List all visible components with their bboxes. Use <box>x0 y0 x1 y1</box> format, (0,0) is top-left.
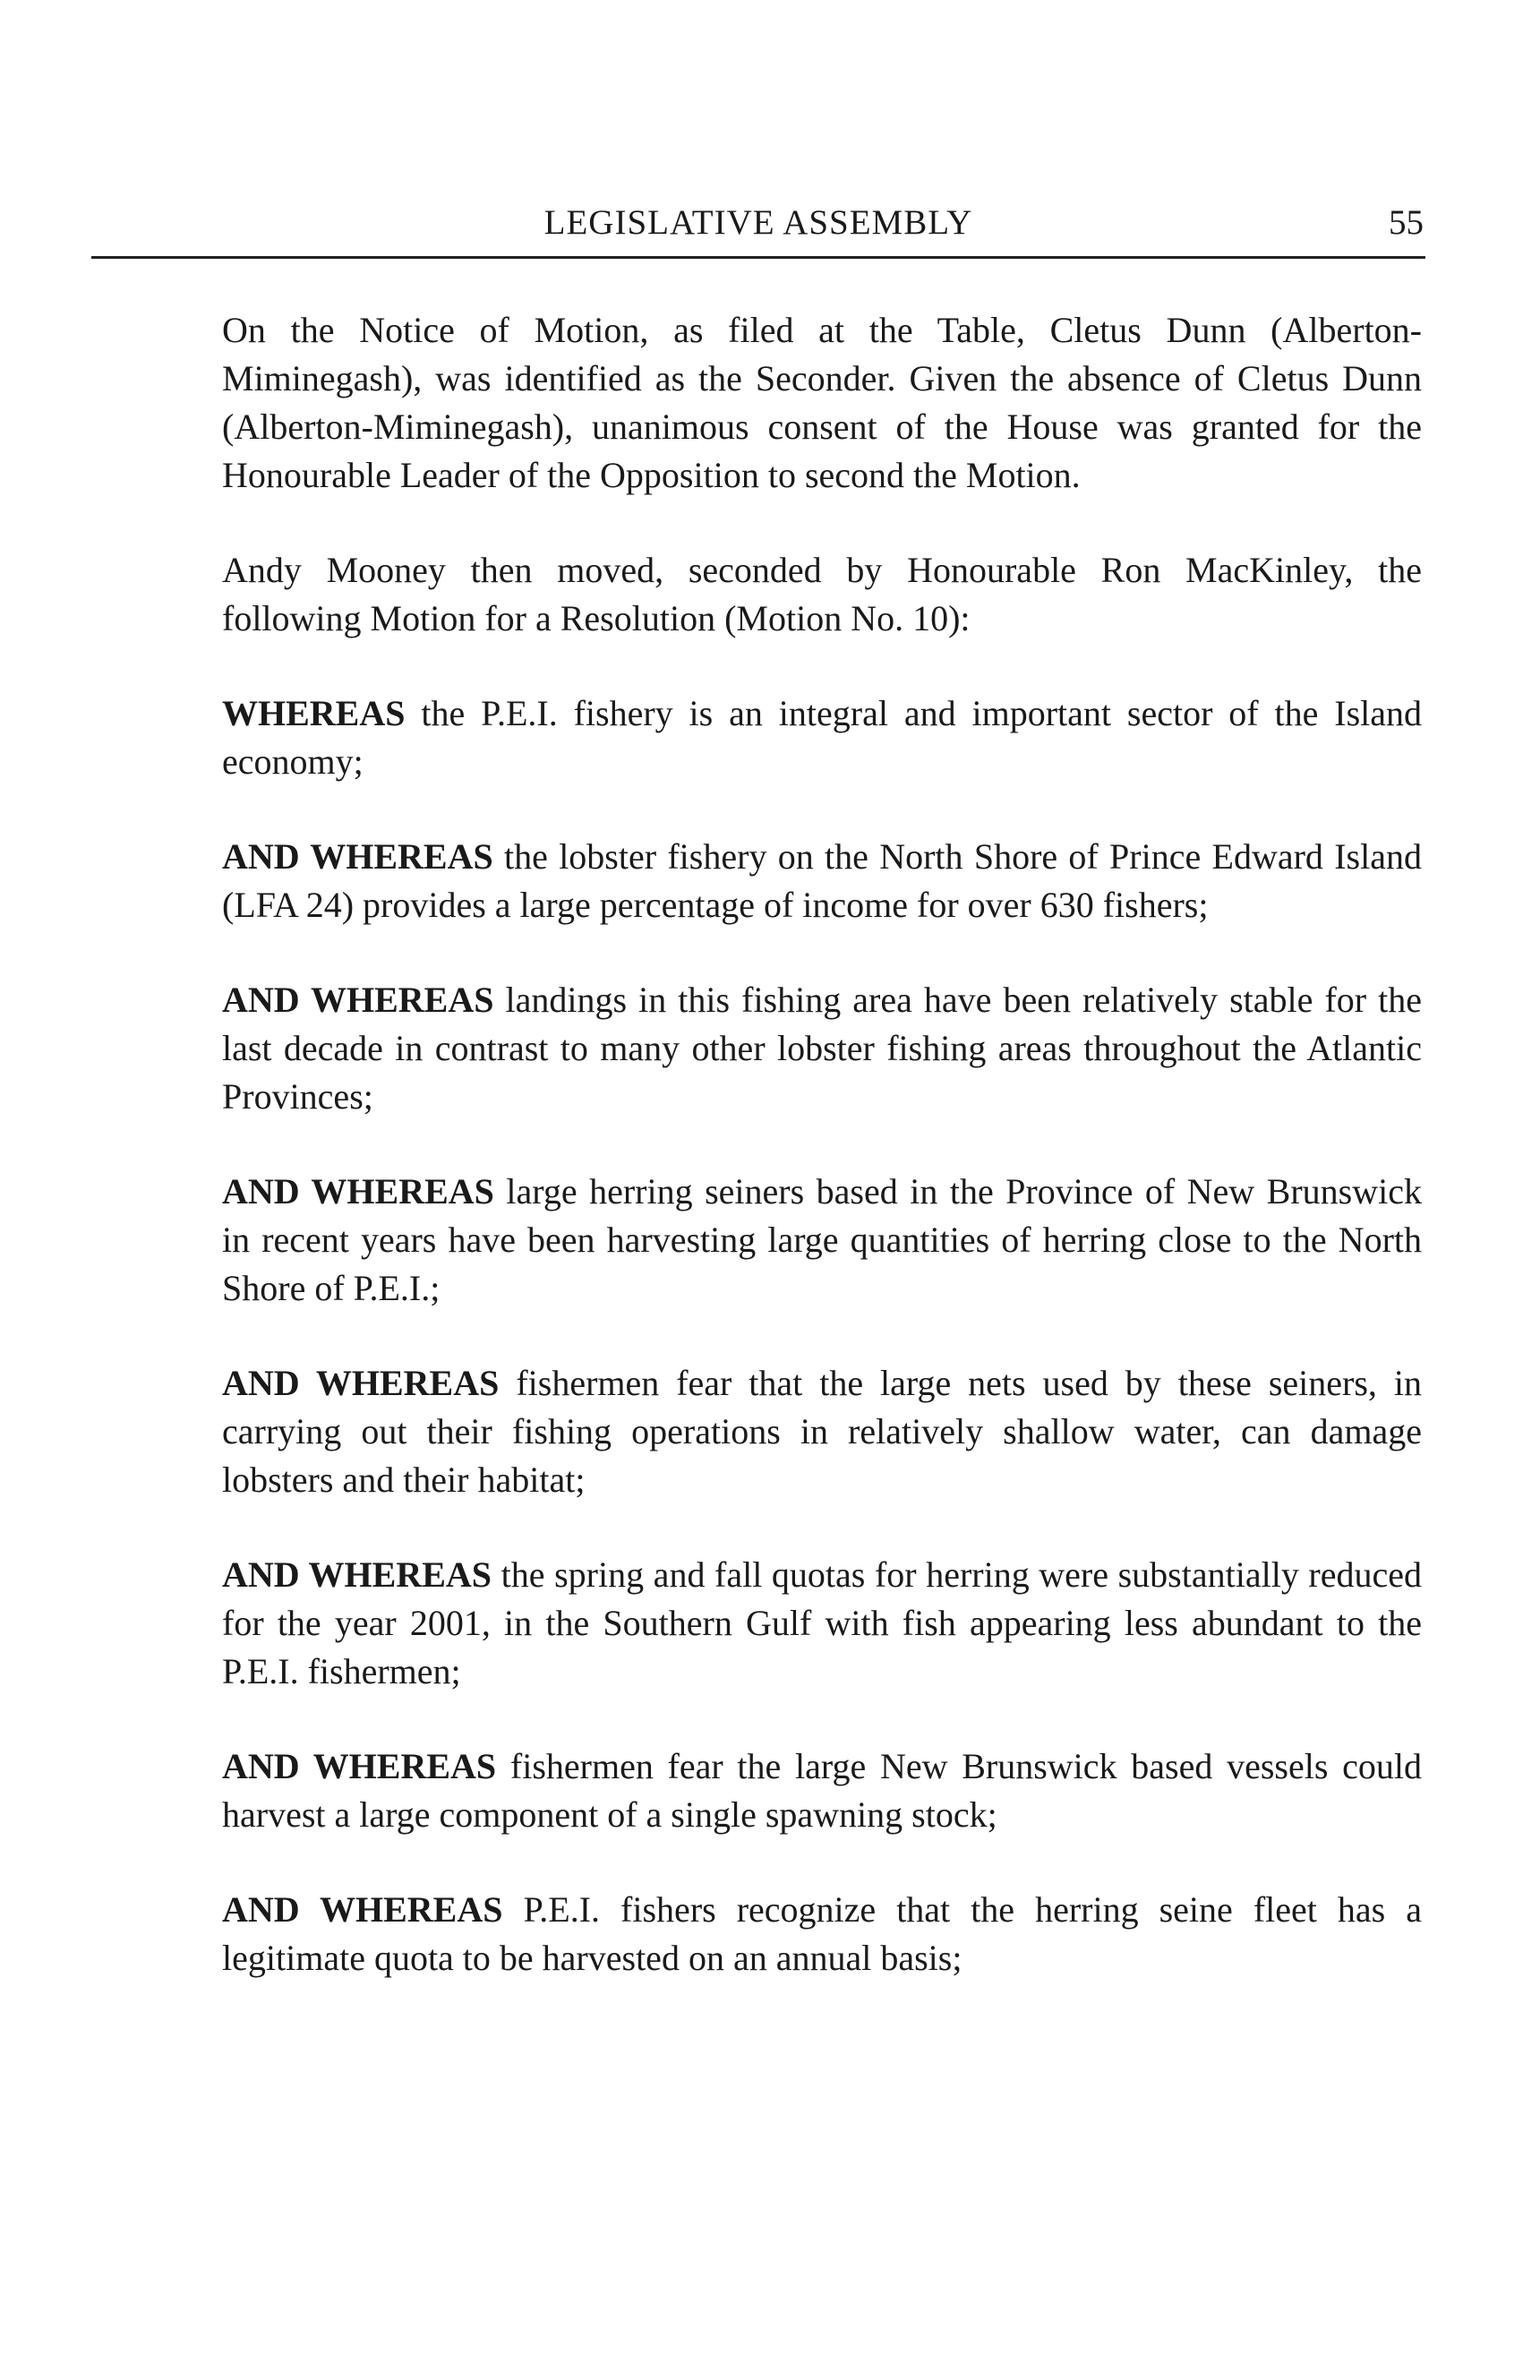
body-text <box>222 306 1422 2029</box>
paragraph-text: large herring seiners based in the Province of New Brunswick in recent years have been harvesting large quantities of herring close to the North Shore of P.E.I.; <box>222 1171 1422 1308</box>
page-number: 55 <box>1389 203 1424 242</box>
paragraph-whereas-8 <box>222 1886 1422 1982</box>
whereas-keyword: AND WHEREAS <box>222 1554 492 1595</box>
running-title: LEGISLATIVE ASSEMBLY <box>543 203 973 242</box>
paragraph-text: On the Notice of Motion, as filed at the Table, Cletus Dunn (Alberton-Miminegash), was identified as the Seconder. Given the absence of Cletus Dunn (Alberton-Miminegash), unanimous consent of the House was granted for the Honourable Leader of the Opposition to second the Motion. <box>222 310 1422 495</box>
paragraph-whereas-4 <box>222 1168 1422 1313</box>
whereas-keyword: AND WHEREAS <box>222 1171 494 1211</box>
paragraph-text: the lobster fishery on the North Shore of Prince Edward Island (LFA 24) provides a large percentage of income for over 630 fishers; <box>222 836 1422 925</box>
whereas-keyword: AND WHEREAS <box>222 836 493 877</box>
paragraph-text: the spring and fall quotas for herring were substantially reduced for the year 2001, in the Southern Gulf with fish appearing less abundant to the P.E.I. fishermen; <box>222 1554 1422 1691</box>
whereas-keyword: WHEREAS <box>222 693 406 733</box>
running-header <box>91 199 1425 259</box>
paragraph-whereas-3 <box>222 976 1422 1121</box>
paragraph-text: P.E.I. fishers recognize that the herring seine fleet has a legitimate quota to be harvested on an annual basis; <box>222 1889 1422 1978</box>
paragraph-whereas-1 <box>222 689 1422 786</box>
paragraph-whereas-7 <box>222 1742 1422 1839</box>
whereas-keyword: AND WHEREAS <box>222 980 494 1020</box>
paragraph-text: the P.E.I. fishery is an integral and important sector of the Island economy; <box>222 693 1422 782</box>
paragraph-whereas-2 <box>222 833 1422 929</box>
paragraph-whereas-6 <box>222 1551 1422 1696</box>
paragraph-motion-intro <box>222 546 1422 643</box>
paragraph-notice <box>222 306 1422 500</box>
paragraph-text: Andy Mooney then moved, seconded by Honourable Ron MacKinley, the following Motion for a Resolution (Motion No. 10): <box>222 550 1422 638</box>
whereas-keyword: AND WHEREAS <box>222 1746 497 1786</box>
paragraph-text: landings in this fishing area have been relatively stable for the last decade in contrast to many other lobster fishing areas throughout the Atlantic Provinces; <box>222 980 1422 1117</box>
paragraph-whereas-5 <box>222 1359 1422 1504</box>
whereas-keyword: AND WHEREAS <box>222 1889 503 1930</box>
whereas-keyword: AND WHEREAS <box>222 1363 500 1403</box>
paragraph-text: fishermen fear the large New Brunswick based vessels could harvest a large component of a single spawning stock; <box>222 1746 1422 1835</box>
paragraph-text: fishermen fear that the large nets used by these seiners, in carrying out their fishing operations in relatively shallow water, can damage lobsters and their habitat; <box>222 1363 1422 1500</box>
